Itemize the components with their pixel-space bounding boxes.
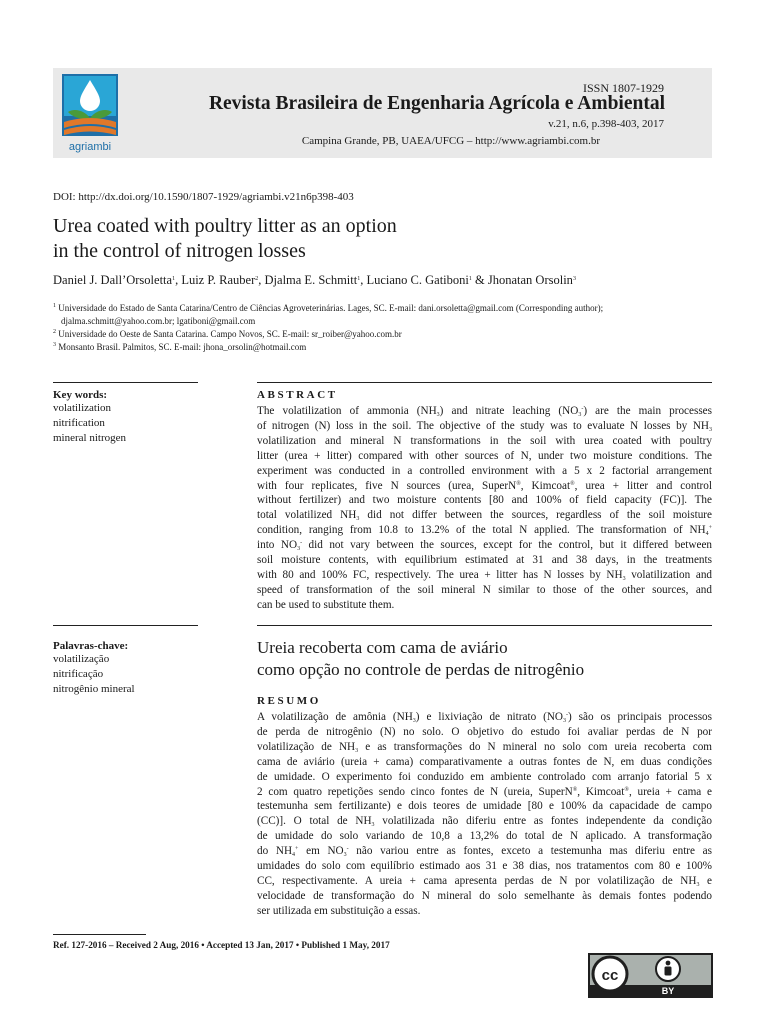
subscript: 3 [371, 822, 375, 829]
author-name: Luiz P. Rauber [181, 273, 256, 287]
text-segment: , urea + litter and control [574, 479, 712, 492]
author-affiliation-mark: 1 [357, 276, 361, 282]
text-segment: , Kimcoat [577, 785, 625, 798]
section-rule [257, 625, 712, 626]
abstract-line [257, 583, 712, 598]
palavras-chave-list [53, 652, 243, 697]
text-segment: testemunha sem fertilizante) e dois teores de umidade [80 e 100% da capacidade de campo [257, 800, 712, 813]
superscript: - [346, 846, 349, 853]
subscript: 3 [412, 718, 416, 724]
abstract-line [257, 419, 712, 434]
agriambi-logo-icon [60, 72, 122, 154]
text-segment: não variou entre as fontes, exceto a testemunha mas diferiu entre as [348, 845, 712, 858]
abstract-line [257, 598, 712, 613]
resumo-line [257, 859, 712, 874]
resumo-heading: RESUMO [257, 695, 321, 707]
resumo-line [257, 740, 712, 755]
subscript: 4 [705, 531, 709, 538]
affiliation-text: djalma.schmitt@yahoo.com.br; lgatiboni@gmail.com [61, 316, 256, 326]
abstract-line [257, 464, 712, 479]
text-segment: volatilizada não diferiu entre as fontes independente da condição [374, 815, 712, 828]
author-affiliation-mark: 2 [255, 276, 259, 282]
subscript: 3 [436, 412, 440, 418]
resumo-line [257, 889, 712, 904]
footer-rule [53, 934, 146, 935]
text-segment: cama de aviário (ureia + cama) comparativamente a outras fontes de N, em duas condições [257, 755, 712, 768]
resumo-line [257, 904, 712, 919]
article-title-line: in the control of nitrogen losses [53, 240, 306, 262]
abstract-line [257, 508, 712, 523]
text-segment: soil moisture contents, with equilibrium estimated at 31 and 38 days, in the treatments [257, 554, 712, 567]
text-segment: of nitrogen (N) loss in the soil. The objective of the study was to evaluate N losses by NH [257, 419, 709, 432]
text-segment: e as transformações do N mineral no solo com ureia recoberta com [358, 740, 712, 753]
author-name: Jhonatan Orsolin [487, 273, 573, 287]
portuguese-title [257, 637, 717, 681]
resumo-line [257, 814, 712, 829]
keywords-list [53, 401, 243, 446]
resumo-line [257, 755, 712, 770]
superscript: ® [570, 480, 575, 487]
issn: ISSN 1807-1929 [582, 81, 664, 95]
palavra-chave: nitrogênio mineral [53, 683, 135, 695]
resumo-line [257, 829, 712, 844]
superscript: + [708, 525, 712, 532]
text-segment: do NH [257, 845, 293, 858]
agriambi-logo [60, 72, 122, 154]
text-segment: volatilization and [625, 568, 713, 581]
abstract-line [257, 404, 712, 419]
text-segment: ser utilizada em substituição a essas. [257, 904, 421, 917]
affiliation-number: 2 [53, 329, 56, 335]
text-segment: CC, respectivamente. A ureia + cama apresenta perdas de N por volatilização de NH [257, 874, 697, 887]
superscript: - [300, 540, 303, 547]
abstract-line [257, 568, 712, 583]
subscript: 3 [696, 881, 700, 888]
superscript: - [581, 406, 584, 412]
section-rule [53, 625, 198, 626]
palavra-chave: volatilização [53, 653, 110, 665]
subscript: 3 [622, 575, 626, 582]
palavra-chave: nitrificação [53, 668, 104, 680]
superscript: ® [572, 786, 578, 793]
text-segment: de perda de nitrogênio (N) no solo. O objetivo do estudo foi avaliar perdas de N por [257, 725, 712, 738]
doi-link[interactable]: DOI: http://dx.doi.org/10.1590/1807-1929/agriambi.v21n6p398-403 [53, 191, 354, 203]
affiliation-line [53, 328, 715, 341]
text-segment: ) são os principais processos [568, 711, 713, 723]
cc-by-license-badge[interactable] [588, 953, 713, 998]
author-affiliation-mark: 3 [572, 276, 576, 282]
abstract-line [257, 493, 712, 508]
journal-title: Revista Brasileira de Engenharia Agrícola e Ambiental [208, 93, 665, 114]
resumo-line [257, 799, 712, 814]
keyword: mineral nitrogen [53, 432, 127, 444]
abstract-line [257, 434, 712, 449]
subscript: 3 [578, 412, 582, 418]
svg-text:agriambi: agriambi [68, 141, 112, 153]
text-segment: experiment was conducted in a controlled environment with a 5 x 2 factorial arrangement [257, 464, 712, 477]
abstract-body [257, 404, 712, 613]
abstract-line [257, 479, 712, 494]
text-segment: , ureia + cama e [628, 785, 712, 798]
resumo-line [257, 874, 712, 889]
subscript: 3 [355, 747, 359, 754]
portuguese-title-line: como opção no controle de perdas de nitrogênio [257, 660, 585, 679]
text-segment: speed of transformation of the soil mineral N similar to those of the other sources, and [257, 583, 712, 596]
author-affiliation-mark: 1 [468, 276, 472, 282]
text-segment: did not differ between the sources, regardless of the soil moisture [359, 509, 712, 522]
text-segment: A volatilização de amônia (NH [257, 711, 413, 723]
resumo-line [257, 785, 712, 800]
volume-info: v.21, n.6, p.398-403, 2017 [548, 118, 664, 130]
abstract-line [257, 449, 712, 464]
affiliations [53, 302, 715, 354]
text-segment: e [699, 874, 712, 887]
subscript: 3 [343, 852, 347, 859]
text-segment: ) and nitrate leaching (NO [439, 405, 579, 417]
palavras-chave-block [53, 640, 243, 697]
keyword: volatilization [53, 402, 112, 414]
portuguese-title-line: Ureia recoberta com cama de aviário [257, 638, 508, 657]
section-rule [53, 382, 198, 383]
text-segment: without fertilizer) and two moisture contents [80 and 100% of field capacity (FC)]. The [257, 494, 712, 507]
resumo-line [257, 844, 712, 859]
text-segment: did not vary between the sources, except for the control, but it differed between [302, 539, 713, 552]
affiliation-number: 1 [53, 303, 56, 309]
article-title-line: Urea coated with poultry litter as an option [53, 215, 397, 237]
affiliation-text: Universidade do Oeste de Santa Catarina. Campo Novos, SC. E-mail: sr_roiber@yahoo.com.br [58, 329, 402, 339]
subscript: 3 [356, 516, 360, 523]
superscript: - [566, 712, 568, 718]
text-segment: , Kimcoat [520, 479, 571, 492]
text-segment: (CC)]. O total de NH [257, 815, 372, 828]
text-segment: umidades do solo com equilíbrio estimado aos 31 e 38 dias, nos tratamentos com 80 e 100% [257, 860, 712, 873]
text-segment: total volatilized NH [257, 509, 357, 522]
palavras-chave-title: Palavras-chave: [53, 640, 129, 652]
section-rule [257, 382, 712, 383]
author-name: Luciano C. Gatiboni [366, 273, 469, 287]
abstract-line [257, 523, 712, 538]
keywords-title: Key words: [53, 389, 108, 401]
affiliation-text: Monsanto Brasil. Palmitos, SC. E-mail: jhona_orsolin@hotmail.com [58, 342, 307, 352]
abstract-line [257, 538, 712, 553]
resumo-line [257, 725, 712, 740]
text-segment: ) are the main processes [583, 405, 713, 417]
author-name: Daniel J. Dall’Orsoletta [53, 273, 173, 287]
keywords-block [53, 389, 243, 446]
affiliation-line [53, 302, 715, 315]
text-segment: de umidade. O experimento foi conduzido em ambiente controlado com arranjo fatorial 5 x [257, 770, 712, 783]
text-segment: condition, ranging from 10.8 to 13.2% of the total N applied. The transformation of NH [257, 524, 706, 537]
affiliation-line [53, 341, 715, 354]
reference-dates: Ref. 127-2016 – Received 2 Aug, 2016 • Accepted 13 Jan, 2017 • Published 1 May, 2017 [53, 940, 390, 950]
text-segment: ) e lixiviação de nitrato (NO [415, 711, 563, 723]
text-segment: de umidade do solo variando de 10,8 a 13,2% do total de N aplicado. A transformação [257, 830, 712, 843]
affiliation-number: 3 [53, 342, 56, 348]
text-segment: litter (urea + litter) compared with other sources of N, under two moisture conditions. The [257, 449, 712, 462]
text-segment: into NO [257, 539, 298, 552]
resumo-line [257, 710, 712, 725]
superscript: + [295, 846, 299, 853]
author-name: Djalma E. Schmitt [264, 273, 358, 287]
superscript: ® [516, 480, 521, 487]
subscript: 4 [292, 852, 296, 859]
text-segment: with 80 and 100% FC, respectively. The urea + litter has N losses by NH [257, 568, 623, 581]
abstract-line [257, 553, 712, 568]
resumo-line [257, 770, 712, 785]
affiliation-text: Universidade do Estado de Santa Catarina/Centro de Ciências Agroveterinárias. Lages, SC. E-mail: dani.orsoletta@gmail.com (Corresponding author); [58, 303, 604, 313]
keyword: nitrification [53, 417, 105, 429]
superscript: ® [624, 786, 629, 793]
text-segment: with four replicates, five N sources (urea, SuperN [257, 479, 517, 492]
affiliation-line [53, 315, 715, 328]
subscript: 3 [709, 426, 712, 433]
text-segment: 2 com quatro repetições sendo cinco fontes de N (ureia, SuperN [257, 785, 573, 798]
abstract-heading: ABSTRACT [257, 389, 338, 401]
license-label: BY [661, 986, 675, 996]
subscript: 3 [297, 546, 301, 553]
author-list: Daniel J. Dall’Orsoletta$^1$, Luiz P. Rauber$^2$, Djalma E. Schmitt$^1$, Luciano C. Gatiboni$^1$ & Jhonatan Orsolin$^3$ [53, 273, 576, 287]
text-segment: The volatilization of ammonia (NH [257, 405, 437, 417]
text-segment: em NO [298, 845, 344, 858]
subscript: 3 [563, 718, 566, 724]
text-segment: velocidade de transformação do N mineral do solo semelhante às demais fontes podendo [257, 889, 712, 902]
text-segment: volatilização de NH [257, 740, 356, 753]
resumo-body [257, 710, 712, 919]
journal-address: Campina Grande, PB, UAEA/UFCG – http://www.agriambi.com.br [301, 135, 600, 147]
svg-text:cc: cc [601, 967, 619, 984]
text-segment: volatilization and mineral N transformations in the soil with urea coated with poultry [257, 434, 712, 447]
author-affiliation-mark: 1 [172, 276, 176, 282]
text-segment: can be used to substitute them. [257, 598, 395, 611]
article-title [53, 214, 693, 264]
